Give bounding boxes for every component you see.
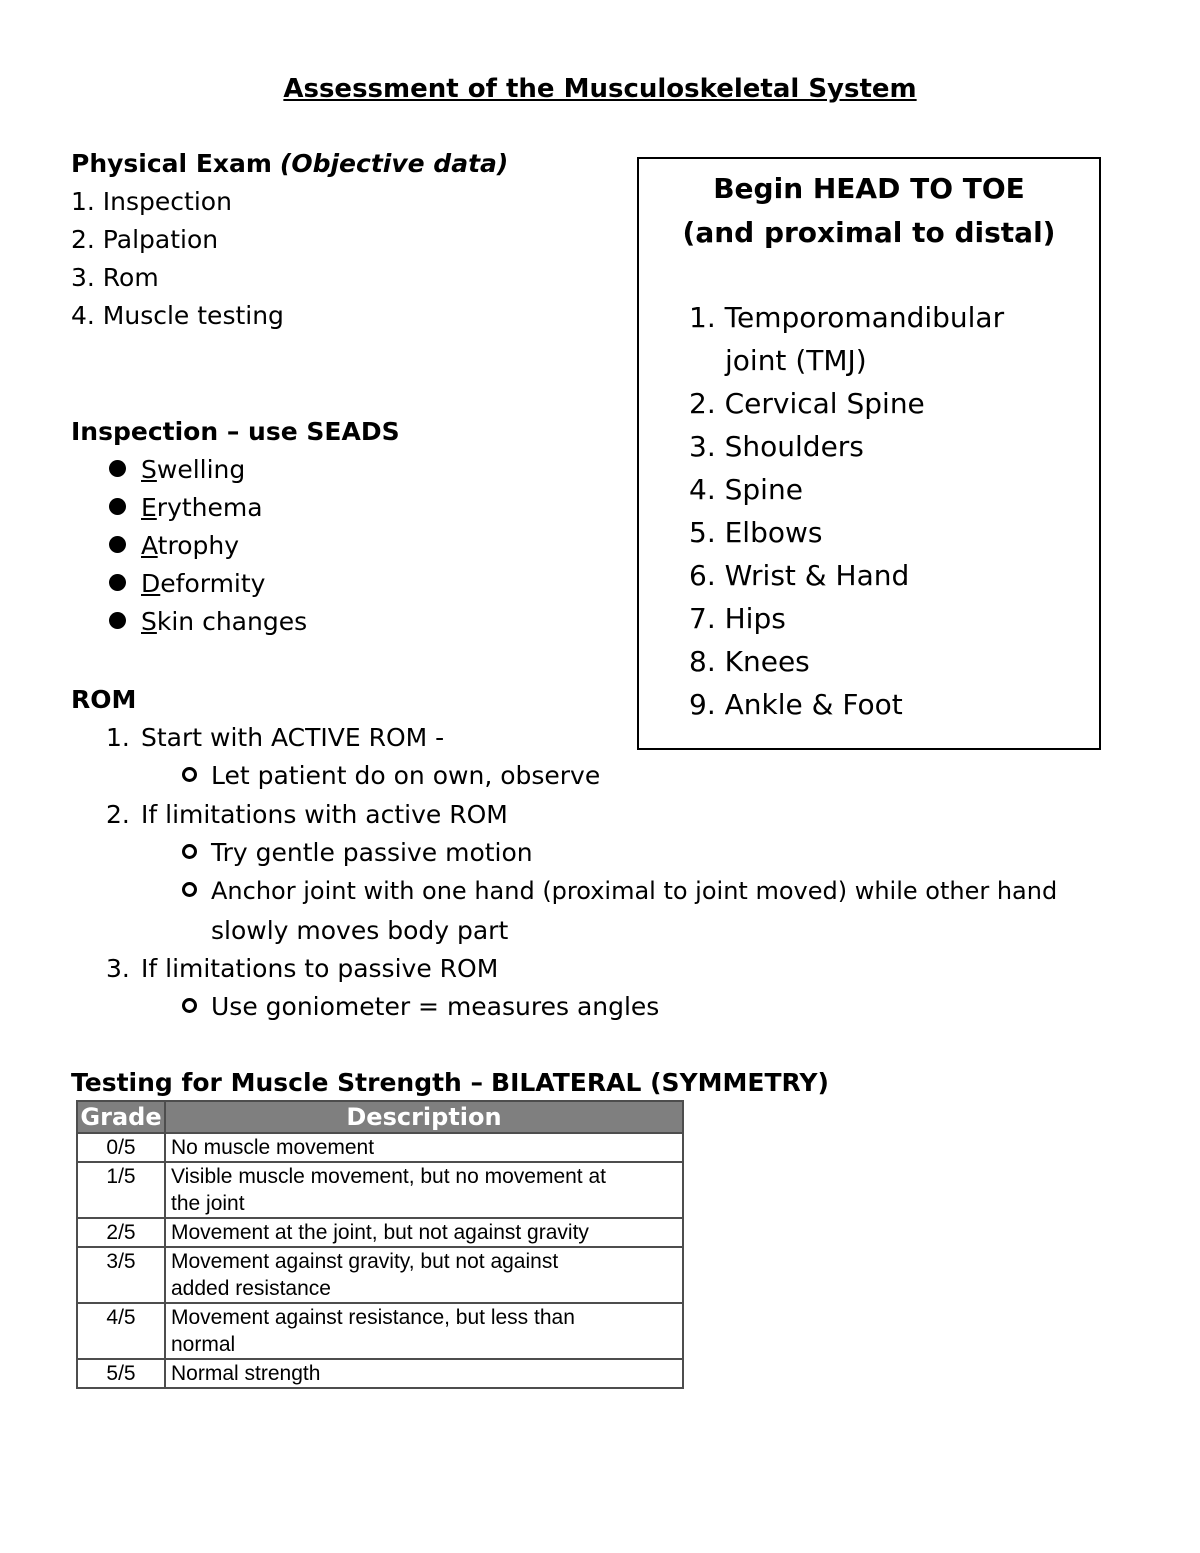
description-cell xyxy=(165,1303,683,1359)
physical-exam-note: (Objective data) xyxy=(279,149,509,178)
grade-cell: 0/5 xyxy=(77,1133,165,1162)
description-cell xyxy=(165,1218,683,1247)
seads-rest: rythema xyxy=(156,493,263,522)
seads-initial: A xyxy=(141,531,158,560)
strength-heading-bold: Testing for Muscle Strength – xyxy=(71,1068,484,1097)
description-cell xyxy=(165,1162,683,1218)
description-line: Visible muscle movement, but no movement at xyxy=(171,1165,606,1188)
grade-cell: 2/5 xyxy=(77,1218,165,1247)
rom-substep: Try gentle passive motion xyxy=(211,838,533,867)
rom-substep: Anchor joint with one hand (proximal to joint moved) while other hand xyxy=(211,877,1058,905)
box-item: 7. Hips xyxy=(689,602,786,635)
grade-cell: 5/5 xyxy=(77,1359,165,1388)
description-cell xyxy=(165,1247,683,1303)
circle-bullet-icon xyxy=(182,882,197,897)
description-line: the joint xyxy=(171,1192,245,1215)
description-cell xyxy=(165,1133,683,1162)
physical-exam-item: 4. Muscle testing xyxy=(71,301,284,330)
table-row xyxy=(77,1303,683,1359)
box-item: 5. Elbows xyxy=(689,516,823,549)
page-title: Assessment of the Musculoskeletal System xyxy=(283,74,917,104)
box-item: 1. Temporomandibular xyxy=(689,301,1005,334)
table-header-row xyxy=(77,1101,683,1133)
physical-exam-item: 1. Inspection xyxy=(71,187,232,216)
muscle-strength-table xyxy=(76,1100,684,1389)
bullet-icon xyxy=(109,574,126,591)
seads-item xyxy=(141,489,263,527)
physical-exam-heading xyxy=(71,145,508,183)
description-line: Normal strength xyxy=(171,1362,321,1385)
rom-step: Start with ACTIVE ROM - xyxy=(141,723,445,752)
box-item: 6. Wrist & Hand xyxy=(689,559,910,592)
box-item-continuation: joint (TMJ) xyxy=(725,344,867,377)
rom-substep: Use goniometer = measures angles xyxy=(211,992,660,1021)
strength-heading-rest: BILATERAL (SYMMETRY) xyxy=(491,1068,829,1097)
bullet-icon xyxy=(109,536,126,553)
description-line: No muscle movement xyxy=(171,1136,375,1159)
seads-rest: welling xyxy=(156,455,246,484)
strength-heading xyxy=(71,1064,829,1102)
inspection-heading: Inspection – use SEADS xyxy=(71,417,400,446)
physical-exam-item: 3. Rom xyxy=(71,263,159,292)
seads-item xyxy=(141,565,265,603)
rom-step-number: 3. xyxy=(106,954,130,983)
seads-rest: trophy xyxy=(157,531,240,560)
description-line: added resistance xyxy=(171,1277,331,1300)
bullet-icon xyxy=(109,460,126,477)
description-line: Movement against resistance, but less than xyxy=(171,1306,575,1329)
table-row xyxy=(77,1218,683,1247)
description-cell xyxy=(165,1359,683,1388)
seads-item xyxy=(141,451,245,489)
seads-initial: D xyxy=(141,569,161,598)
circle-bullet-icon xyxy=(182,998,197,1013)
table-row xyxy=(77,1133,683,1162)
grade-cell: 1/5 xyxy=(77,1162,165,1218)
seads-rest: kin changes xyxy=(156,607,308,636)
box-item: 9. Ankle & Foot xyxy=(689,688,903,721)
box-heading: Begin HEAD TO TOE xyxy=(713,172,1025,205)
rom-step: If limitations to passive ROM xyxy=(141,954,499,983)
rom-heading: ROM xyxy=(71,685,137,714)
column-header-description: Description xyxy=(165,1101,683,1133)
rom-step-number: 1. xyxy=(106,723,130,752)
seads-initial: E xyxy=(141,493,157,522)
box-item: 3. Shoulders xyxy=(689,430,864,463)
physical-exam-title: Physical Exam xyxy=(71,149,272,178)
box-subheading: (and proximal to distal) xyxy=(682,216,1056,249)
seads-initial: S xyxy=(141,455,157,484)
head-to-toe-box xyxy=(637,157,1101,750)
grade-cell: 3/5 xyxy=(77,1247,165,1303)
rom-step-number: 2. xyxy=(106,800,130,829)
bullet-icon xyxy=(109,612,126,629)
description-line: Movement against gravity, but not against xyxy=(171,1250,559,1273)
rom-step: If limitations with active ROM xyxy=(141,800,508,829)
circle-bullet-icon xyxy=(182,767,197,782)
table-row xyxy=(77,1359,683,1388)
description-line: Movement at the joint, but not against gravity xyxy=(171,1221,589,1244)
circle-bullet-icon xyxy=(182,844,197,859)
column-header-grade: Grade xyxy=(77,1101,165,1133)
seads-rest: eformity xyxy=(160,569,266,598)
box-item: 4. Spine xyxy=(689,473,803,506)
bullet-icon xyxy=(109,498,126,515)
seads-item xyxy=(141,527,239,565)
box-item: 2. Cervical Spine xyxy=(689,387,925,420)
rom-substep-continuation: slowly moves body part xyxy=(211,916,509,945)
table-row xyxy=(77,1247,683,1303)
seads-initial: S xyxy=(141,607,157,636)
rom-substep: Let patient do on own, observe xyxy=(211,761,601,790)
seads-item xyxy=(141,603,307,641)
grade-cell: 4/5 xyxy=(77,1303,165,1359)
physical-exam-item: 2. Palpation xyxy=(71,225,219,254)
description-line: normal xyxy=(171,1333,236,1356)
box-item: 8. Knees xyxy=(689,645,810,678)
table-row xyxy=(77,1162,683,1218)
